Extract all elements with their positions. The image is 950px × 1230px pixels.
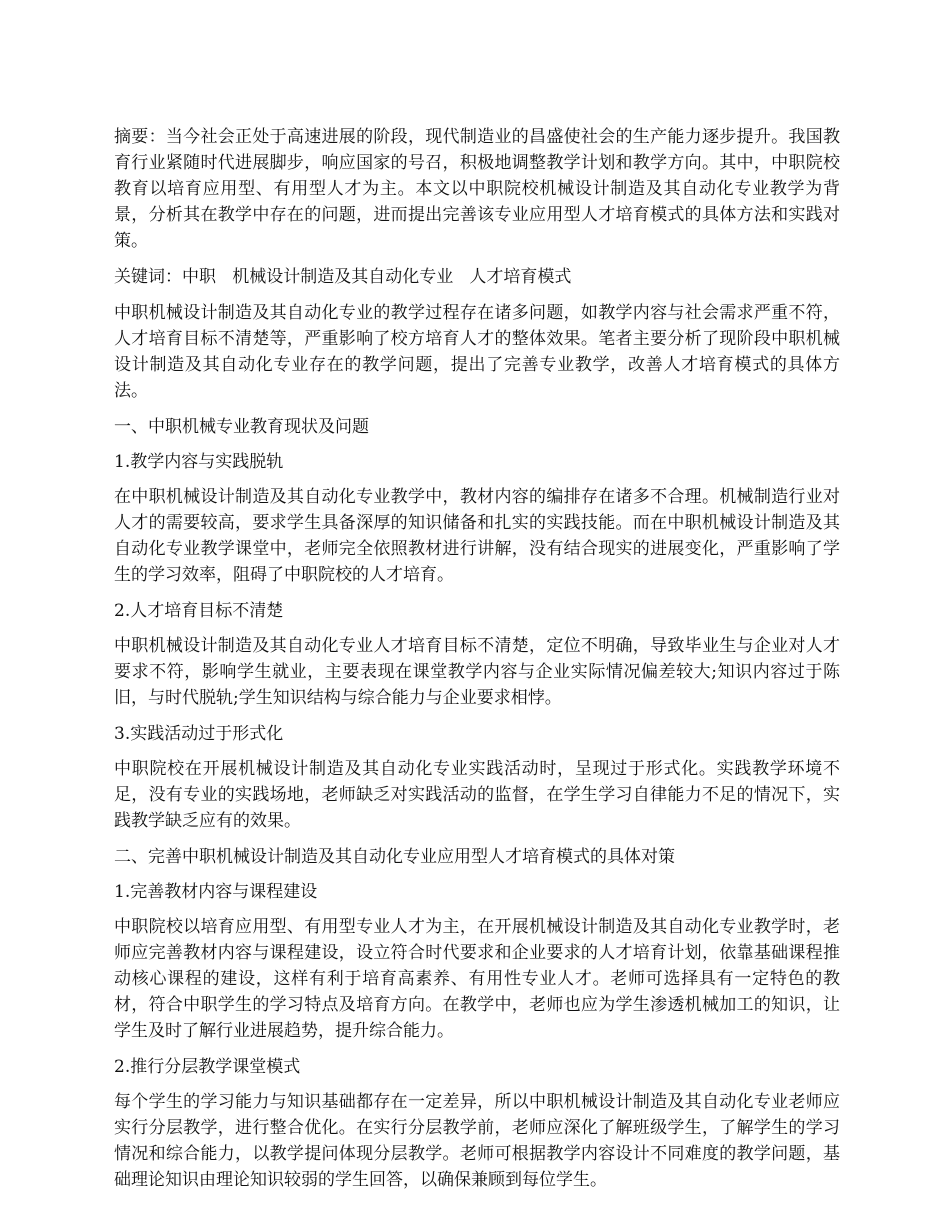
section-1-1-heading: 1.教学内容与实践脱轨 xyxy=(114,452,284,472)
section-1-3-paragraph: 中职院校在开展机械设计制造及其自动化专业实践活动时，呈现过于形式化。实践教学环境不足，没有专业的实践场地，老师缺乏对实践活动的监督，在学生学习自律能力不足的情况下，实践教学缺乏应有的效果。 xyxy=(114,759,840,831)
keywords-paragraph: 关键词：中职 机械设计制造及其自动化专业 人才培育模式 xyxy=(114,267,572,287)
section-2-1-paragraph: 中职院校以培育应用型、有用型专业人才为主，在开展机械设计制造及其自动化专业教学时，老师应完善教材内容与课程建设，设立符合时代要求和企业要求的人才培育计划，依靠基础课程推动核心课程的建设，这样有利于培育高素养、有用性专业人才。老师可选择具有一定特色的教材，符合中职学生的学习特点及培育方向。在教学中，老师也应为学生渗透机械加工的知识，让学生及时了解行业进展趋势，提升综合能力。 xyxy=(114,917,840,1041)
section-1-2-paragraph: 中职机械设计制造及其自动化专业人才培育目标不清楚，定位不明确，导致毕业生与企业对人才要求不符，影响学生就业，主要表现在课堂教学内容与企业实际情况偏差较大;知识内容过于陈旧，与时代脱轨;学生知识结构与综合能力与企业要求相悖。 xyxy=(114,636,840,708)
section-2-2-paragraph: 每个学生的学习能力与知识基础都存在一定差异，所以中职机械设计制造及其自动化专业老师应实行分层教学，进行整合优化。在实行分层教学前，老师应深化了解班级学生，了解学生的学习情况和综合能力，以教学提问体现分层教学。老师可根据教学内容设计不同难度的教学问题，基础理论知识由理论知识较弱的学生回答，以确保兼顾到每位学生。 xyxy=(114,1092,840,1190)
abstract-paragraph: 摘要：当今社会正处于高速进展的阶段，现代制造业的昌盛使社会的生产能力逐步提升。我国教育行业紧随时代进展脚步，响应国家的号召，积极地调整教学计划和教学方向。其中，中职院校教育以培育应用型、有用型人才为主。本文以中职院校机械设计制造及其自动化专业教学为背景，分析其在教学中存在的问题，进而提出完善该专业应用型人才培育模式的具体方法和实践对策。 xyxy=(114,127,840,251)
section-1-2-heading: 2.人才培育目标不清楚 xyxy=(114,601,284,621)
section-1-3-heading: 3.实践活动过于形式化 xyxy=(114,724,284,744)
section-2-1-heading: 1.完善教材内容与课程建设 xyxy=(114,882,318,902)
section-1-heading: 一、中职机械专业教育现状及问题 xyxy=(114,417,369,437)
section-2-heading: 二、完善中职机械设计制造及其自动化专业应用型人才培育模式的具体对策 xyxy=(114,847,675,867)
section-1-1-paragraph: 在中职机械设计制造及其自动化专业教学中，教材内容的编排存在诸多不合理。机械制造行业对人才的需要较高，要求学生具备深厚的知识储备和扎实的实践技能。而在中职机械设计制造及其自动化专业教学课堂中，老师完全依照教材进行讲解，没有结合现实的进展变化，严重影响了学生的学习效率，阻碍了中职院校的人才培育。 xyxy=(114,487,840,585)
section-2-2-heading: 2.推行分层教学课堂模式 xyxy=(114,1057,301,1077)
intro-paragraph: 中职机械设计制造及其自动化专业的教学过程存在诸多问题，如教学内容与社会需求严重不符，人才培育目标不清楚等，严重影响了校方培育人才的整体效果。笔者主要分析了现阶段中职机械设计制造及其自动化专业存在的教学问题，提出了完善专业教学，改善人才培育模式的具体方法。 xyxy=(114,303,840,401)
document-body xyxy=(114,124,840,1203)
